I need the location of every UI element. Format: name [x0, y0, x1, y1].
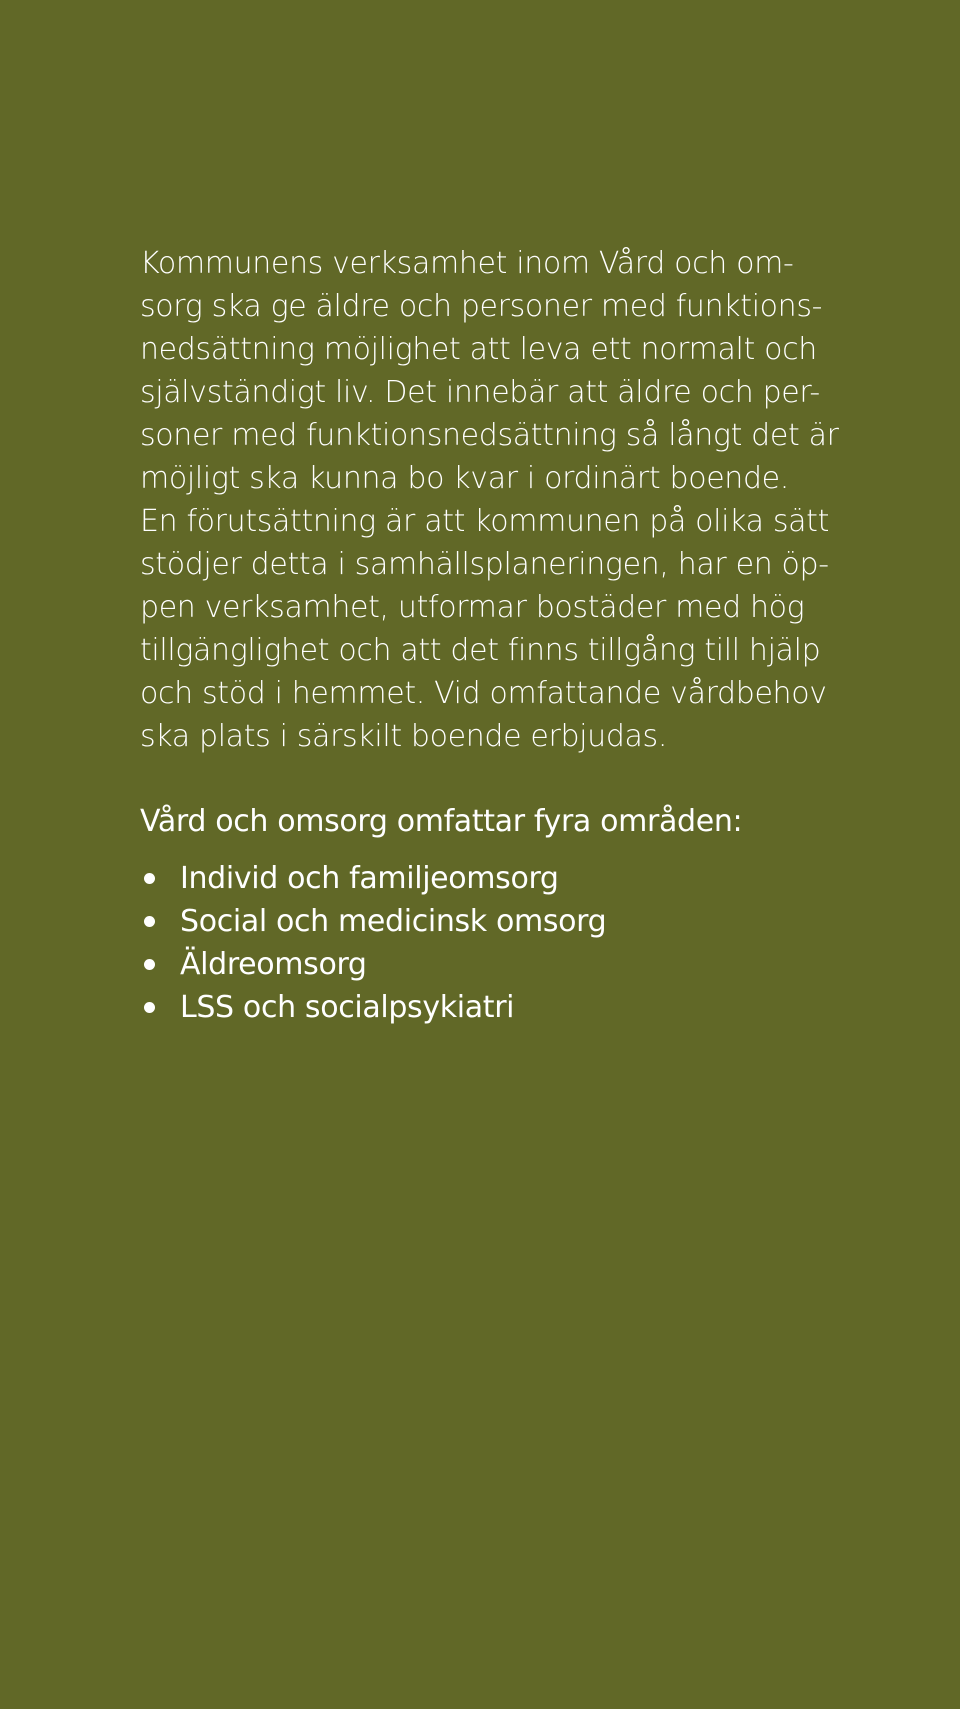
bullet-icon: [144, 1002, 155, 1013]
paragraph-line: pen verksamhet, utformar bostäder med hög: [140, 590, 805, 625]
paragraph-line: och stöd i hemmet. Vid omfattande vårdbehov: [140, 676, 827, 711]
intro-paragraph: [140, 242, 860, 758]
list-item: [140, 857, 860, 900]
list-item: [140, 943, 860, 986]
list-item: [140, 900, 860, 943]
paragraph-line: En förutsättning är att kommunen på olika sätt: [140, 504, 830, 539]
areas-heading: Vård och omsorg omfattar fyra områden:: [140, 804, 743, 839]
list-item-label: Individ och familjeomsorg: [180, 861, 559, 896]
bullet-icon: [144, 916, 155, 927]
list-item-label: Äldreomsorg: [180, 947, 367, 982]
paragraph-line: tillgänglighet och att det finns tillgång till hjälp: [140, 633, 821, 668]
text-content: [140, 242, 860, 1029]
areas-list: [140, 857, 860, 1029]
paragraph-line: självständigt liv. Det innebär att äldre och per-: [140, 375, 820, 410]
list-item: [140, 986, 860, 1029]
list-item-label: Social och medicinsk omsorg: [180, 904, 607, 939]
paragraph-line: Kommunens verksamhet inom Vård och om-: [140, 246, 794, 281]
paragraph-spacer: [140, 758, 860, 800]
paragraph-line: soner med funktionsnedsättning så långt det är: [140, 418, 839, 453]
paragraph-line: sorg ska ge äldre och personer med funktions-: [140, 289, 823, 324]
paragraph-line: möjligt ska kunna bo kvar i ordinärt boende.: [140, 461, 789, 496]
list-item-label: LSS och socialpsykiatri: [180, 990, 515, 1025]
paragraph-line: stödjer detta i samhällsplaneringen, har en öp-: [140, 547, 829, 582]
paragraph-line: nedsättning möjlighet att leva ett normalt och: [140, 332, 817, 367]
bullet-icon: [144, 873, 155, 884]
bullet-icon: [144, 959, 155, 970]
paragraph-line: ska plats i särskilt boende erbjudas.: [140, 719, 668, 754]
